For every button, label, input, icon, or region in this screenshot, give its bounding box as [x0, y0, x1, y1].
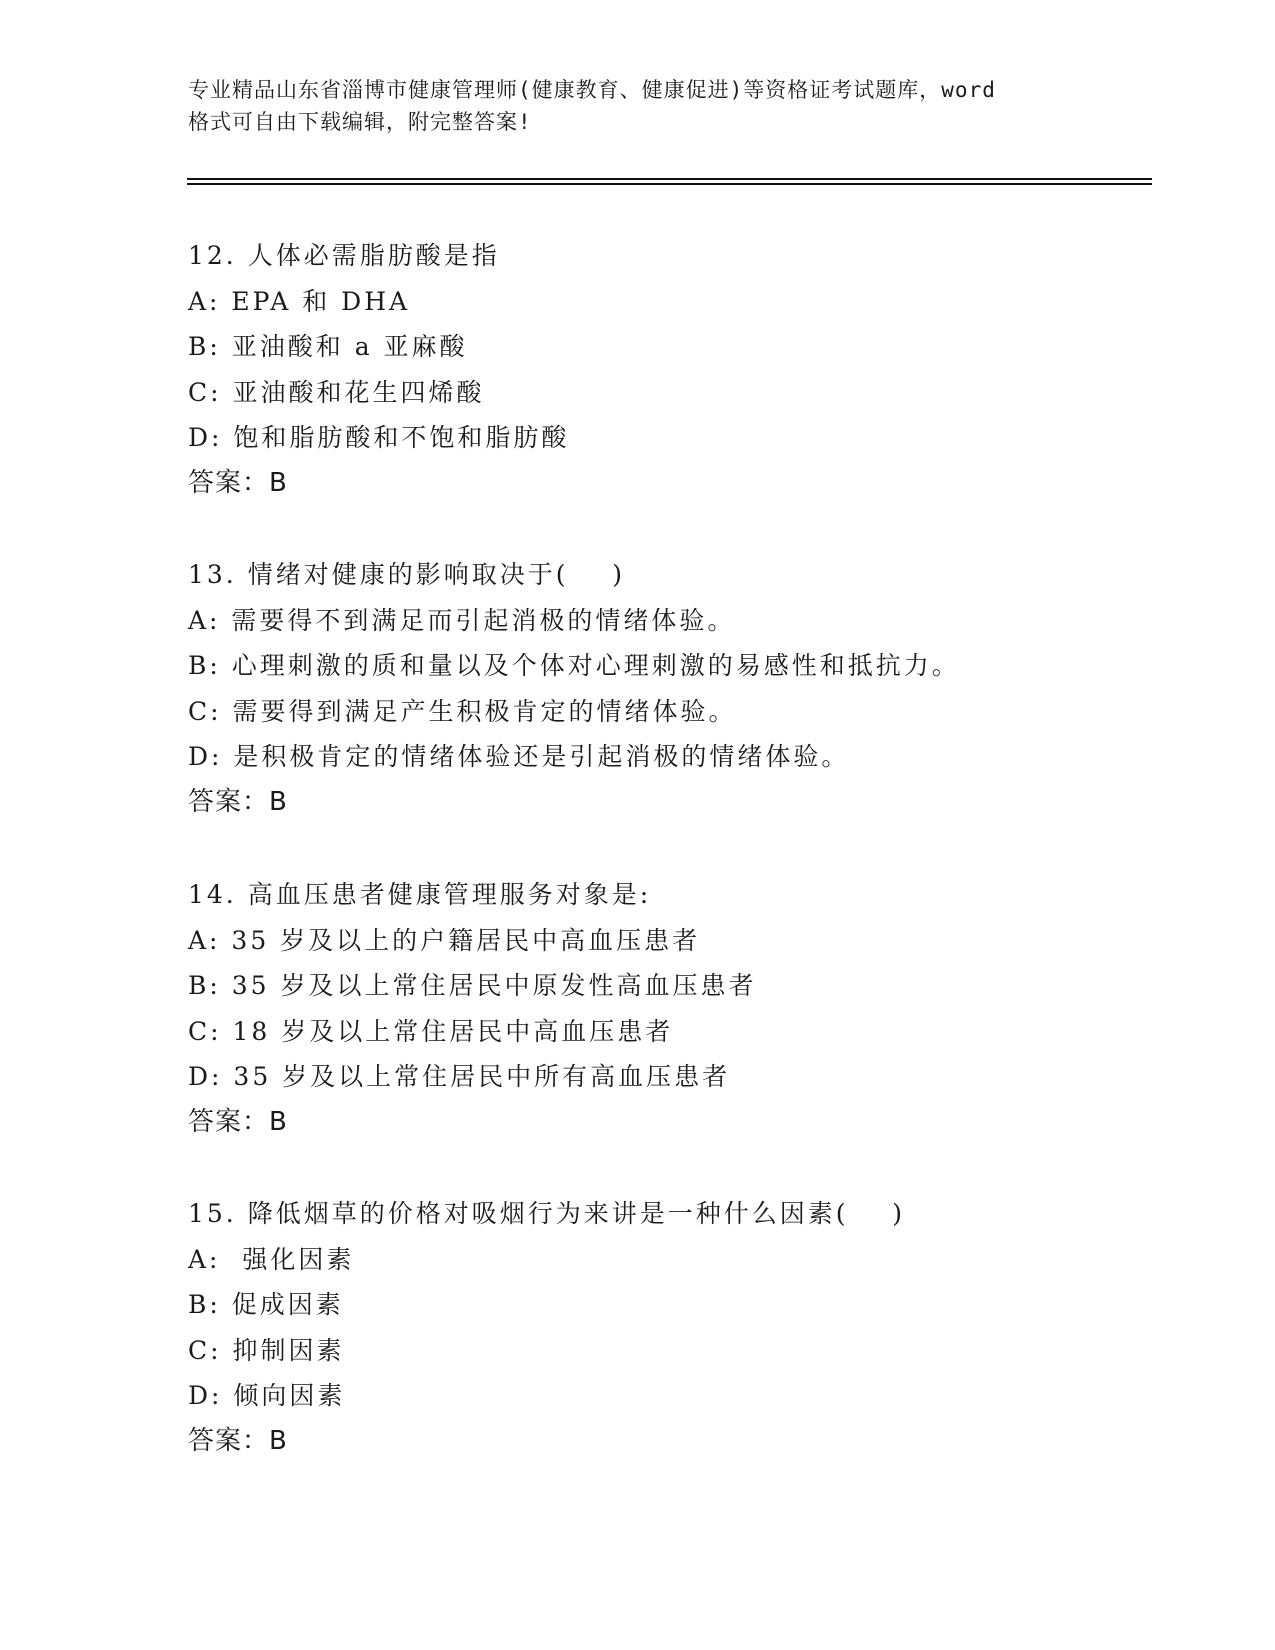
answer: 答案：B: [188, 1106, 288, 1137]
option-a: A: 强化因素: [188, 1244, 355, 1274]
option-c: C: 18 岁及以上常住居民中高血压患者: [188, 1016, 674, 1046]
option-d: D: 倾向因素: [188, 1381, 346, 1410]
header-line-1: 专业精品山东省淄博市健康管理师(健康教育、健康促进)等资格证考试题库，word: [188, 78, 996, 102]
option-b: B: 亚油酸和 a 亚麻酸: [188, 332, 468, 361]
option-c: C: 需要得到满足产生积极肯定的情绪体验。: [188, 696, 737, 726]
question-stem: 13. 情绪对健康的影响取决于( ): [188, 560, 626, 589]
option-a: A: 需要得不到满足而引起消极的情绪体验。: [188, 605, 736, 635]
question-15: [188, 1191, 1148, 1464]
answer: 答案：B: [188, 467, 288, 498]
option-b: B: 35 岁及以上常住居民中原发性高血压患者: [188, 971, 757, 1000]
option-b: B: 心理刺激的质和量以及个体对心理刺激的易感性和抵抗力。: [188, 651, 960, 680]
option-d: D: 饱和脂肪酸和不饱和脂肪酸: [188, 423, 570, 452]
document-header: [188, 74, 1088, 138]
header-line-2: 格式可自由下载编辑，附完整答案!: [188, 110, 532, 134]
answer: 答案：B: [188, 1425, 288, 1456]
question-stem: 14. 高血压患者健康管理服务对象是:: [188, 880, 652, 909]
question-14: [188, 872, 1148, 1145]
option-a: A: EPA 和 DHA: [188, 286, 411, 316]
question-12: [188, 233, 1148, 506]
option-a: A: 35 岁及以上的户籍居民中高血压患者: [188, 925, 701, 955]
header-divider-bottom: [187, 183, 1152, 185]
header-divider-top: [187, 178, 1152, 180]
option-c: C: 抑制因素: [188, 1335, 345, 1365]
option-c: C: 亚油酸和花生四烯酸: [188, 377, 485, 407]
option-d: D: 是积极肯定的情绪体验还是引起消极的情绪体验。: [188, 742, 850, 771]
option-b: B: 促成因素: [188, 1290, 344, 1319]
question-stem: 12. 人体必需脂肪酸是指: [188, 241, 500, 270]
answer: 答案：B: [188, 786, 288, 817]
question-13: [188, 552, 1148, 825]
question-stem: 15. 降低烟草的价格对吸烟行为来讲是一种什么因素( ): [188, 1199, 906, 1228]
option-d: D: 35 岁及以上常住居民中所有高血压患者: [188, 1062, 731, 1091]
